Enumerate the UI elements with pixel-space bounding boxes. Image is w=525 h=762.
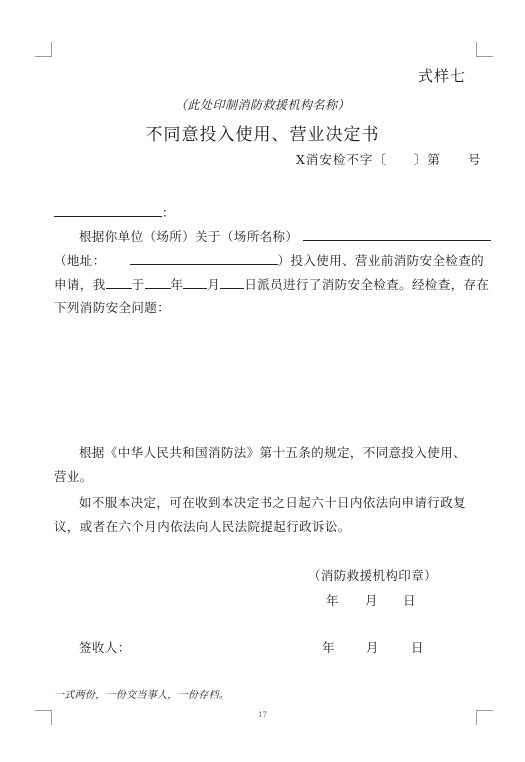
- date-text-2: 于: [131, 277, 145, 292]
- addressee-line: [54, 202, 175, 221]
- paragraph-1-text-a: 根据你单位（场所）关于（场所名称）: [79, 229, 299, 244]
- venue-name-blank: [303, 226, 491, 241]
- date-text-3: 年: [170, 277, 184, 292]
- page-number: 17: [258, 711, 267, 719]
- crop-mark-top-left: [35, 42, 52, 57]
- seal-month: 月: [365, 593, 378, 608]
- paragraph-2-line-2: 营业。: [54, 469, 93, 484]
- addressee-suffix: ：: [162, 205, 175, 220]
- day-blank: [220, 274, 244, 289]
- paragraph-2-line-1: 根据《中华人民共和国消防法》第十五条的规定，不同意投入使用、: [79, 445, 467, 460]
- signature-year: 年: [322, 640, 335, 655]
- date-text-5: 日派员进行了消防安全检查。经检查，存在: [244, 277, 490, 292]
- paragraph-3-line-2: 议，或者在六个月内依法向人民法院提起行政诉讼。: [54, 519, 351, 534]
- document-number: X消安检不字〔 〕第 号: [296, 152, 482, 167]
- paragraph-1-line-2: [54, 250, 484, 269]
- sample-label: 式样七: [418, 67, 467, 85]
- copies-note: 一式两份，一份交当事人，一份存档。: [54, 690, 230, 701]
- seal-day: 日: [403, 593, 416, 608]
- paragraph-1-line-3: [54, 274, 489, 293]
- year-blank: [145, 274, 171, 289]
- month-blank: [183, 274, 207, 289]
- address-open: （地址：: [54, 253, 106, 268]
- crop-mark-top-right: [476, 42, 493, 57]
- org-placeholder: （此处印制消防救援机构名称）: [174, 98, 350, 112]
- agency-blank: [106, 274, 132, 289]
- date-text-1: 申请，我: [54, 277, 106, 292]
- seal-year: 年: [326, 593, 339, 608]
- document-title: 不同意投入使用、营业决定书: [145, 125, 380, 145]
- signature-label: 签收人：: [79, 640, 131, 655]
- signature-day: 日: [411, 640, 424, 655]
- address-blank: [130, 250, 278, 265]
- paragraph-1-line-4: 下列消防安全问题：: [54, 300, 171, 315]
- addressee-blank: [54, 202, 162, 217]
- date-text-4: 月: [207, 277, 221, 292]
- signature-month: 月: [366, 640, 379, 655]
- seal-label: （消防救援机构印章）: [308, 568, 438, 583]
- paragraph-1-line-1: [79, 226, 491, 245]
- paragraph-3-line-1: 如不服本决定，可在收到本决定书之日起六十日内依法向申请行政复: [79, 495, 467, 510]
- address-close: ）投入使用、营业前消防安全检查的: [277, 253, 485, 268]
